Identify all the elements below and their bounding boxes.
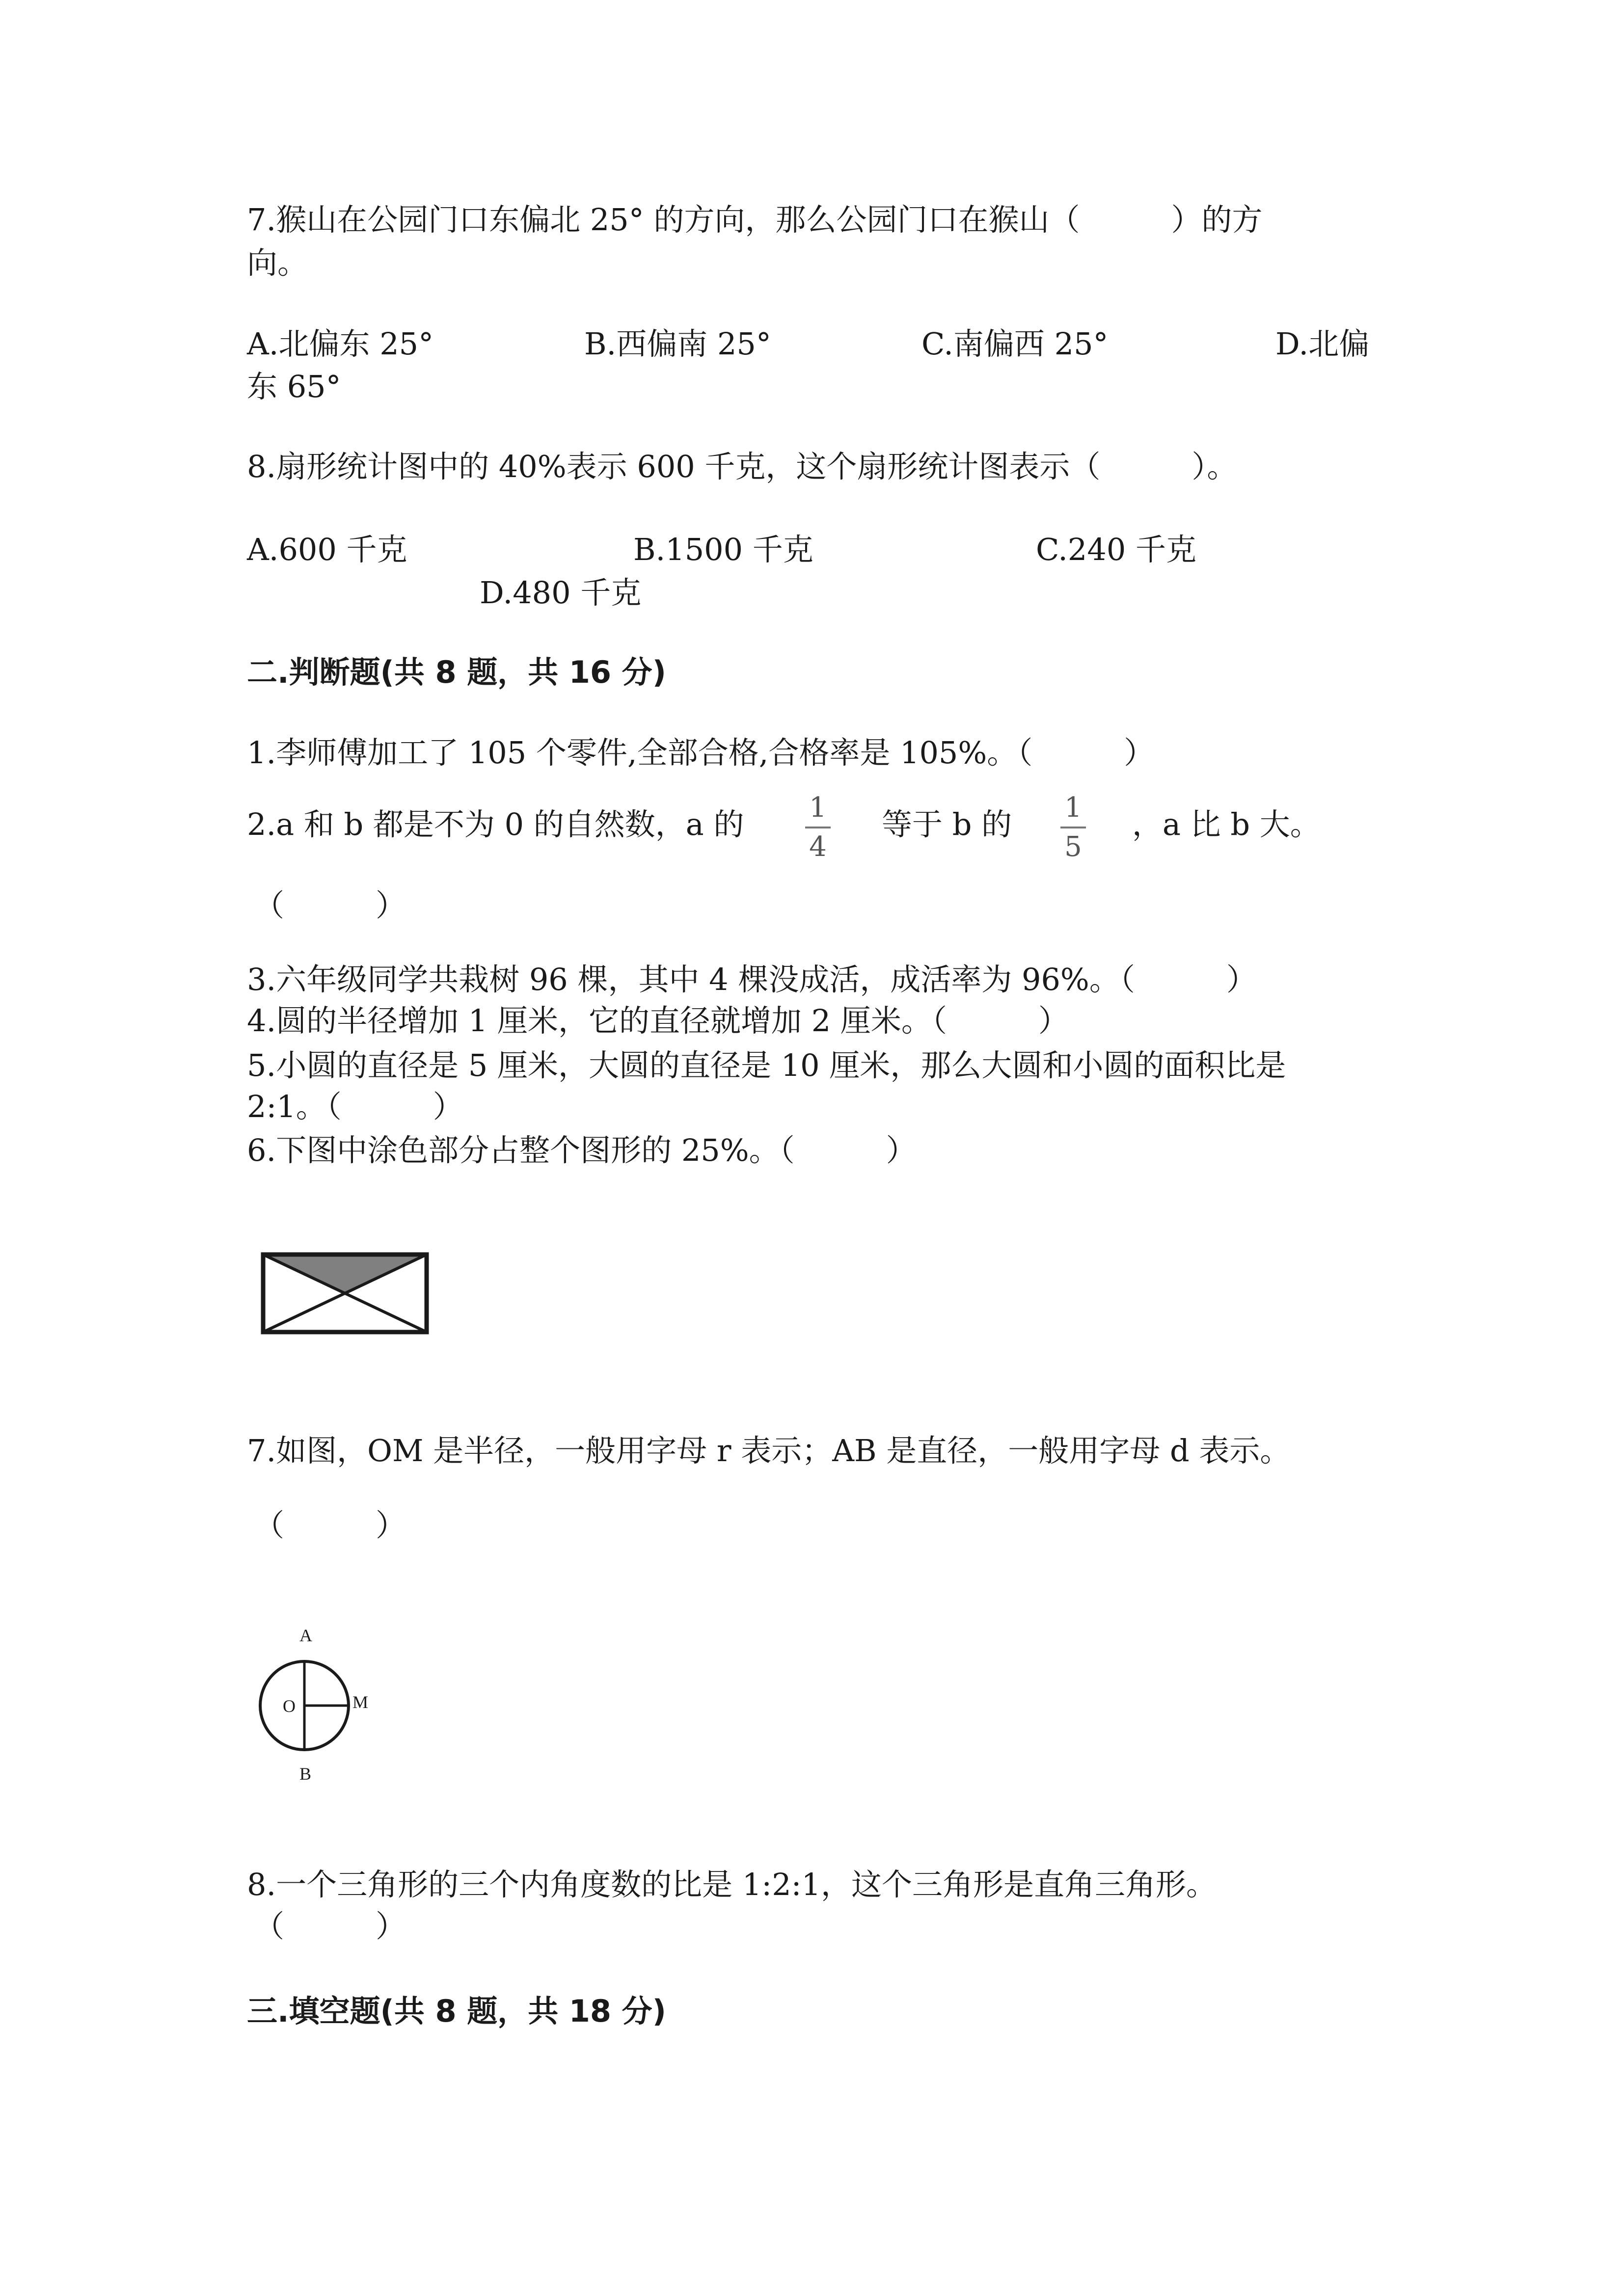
mc-q7-option-a: A.北偏东 25° <box>247 326 434 362</box>
mc-q8-option-c: C.240 千克 <box>1036 532 1196 567</box>
mc-q7-option-b: B.西偏南 25° <box>584 326 771 362</box>
judge-q2-fraction-2 <box>1058 792 1088 863</box>
judge-q7-paren: （ ） <box>254 1507 406 1543</box>
fraction-1-numerator: 1 <box>809 792 827 824</box>
label-b: B <box>299 1764 312 1784</box>
section-2-title: 二.判断题(共 8 题，共 16 分) <box>247 654 666 690</box>
mc-q7-option-d: D.北偏 <box>1275 326 1370 362</box>
judge-q6: 6.下图中涂色部分占整个图形的 25%。（ ） <box>247 1132 917 1168</box>
mc-q8-option-d: D.480 千克 <box>480 575 642 611</box>
label-m: M <box>352 1692 369 1712</box>
judge-q2-part1: 2.a 和 b 都是不为 0 的自然数，a 的 <box>247 806 744 842</box>
mc-q8-stem: 8.扇形统计图中的 40%表示 600 千克，这个扇形统计图表示（ ）。 <box>247 449 1238 484</box>
label-o: O <box>283 1696 296 1716</box>
judge-q2-part3: ，a 比 b 大。 <box>1132 806 1321 842</box>
mc-q8-option-b: B.1500 千克 <box>633 532 813 567</box>
judge-q4: 4.圆的半径增加 1 厘米，它的直径就增加 2 厘米。（ ） <box>247 1003 1069 1039</box>
judge-q1: 1.李师傅加工了 105 个零件,全部合格,合格率是 105%。（ ） <box>247 735 1155 771</box>
judge-q2-paren: （ ） <box>254 887 406 923</box>
shaded-top-triangle <box>263 1255 427 1293</box>
section-3-title: 三.填空题(共 8 题，共 18 分) <box>247 1993 666 2029</box>
judge-q2-fraction-1 <box>803 792 833 863</box>
judge-q3: 3.六年级同学共栽树 96 棵，其中 4 棵没成活，成活率为 96%。（ ） <box>247 961 1257 997</box>
mc-q7-option-d-cont: 东 65° <box>247 369 341 404</box>
mc-q7-line2: 向。 <box>247 245 308 281</box>
label-a: A <box>299 1626 312 1645</box>
mc-q7-option-c: C.南偏西 25° <box>921 326 1109 362</box>
fraction-2-bar <box>1060 827 1086 828</box>
fraction-2-numerator: 1 <box>1064 792 1082 824</box>
judge-q8-paren: （ ） <box>254 1908 406 1944</box>
mc-q8-option-a: A.600 千克 <box>247 532 407 567</box>
mc-q7-line1: 7.猴山在公园门口东偏北 25° 的方向，那么公园门口在猴山（ ）的方 <box>247 202 1263 238</box>
judge-q5-line1: 5.小圆的直径是 5 厘米，大圆的直径是 10 厘米，那么大圆和小圆的面积比是 <box>247 1047 1286 1083</box>
shaded-rectangle-figure <box>260 1252 430 1335</box>
judge-q8-stem: 8.一个三角形的三个内角度数的比是 1:2:1，这个三角形是直角三角形。 <box>247 1867 1217 1902</box>
circle-figure <box>250 1625 388 1787</box>
judge-q2-part2: 等于 b 的 <box>882 806 1012 842</box>
judge-q5-line2: 2:1。（ ） <box>247 1089 463 1124</box>
fraction-1-denominator: 4 <box>809 831 827 863</box>
judge-q7-stem: 7.如图，OM 是半径，一般用字母 r 表示；AB 是直径，一般用字母 d 表示。 <box>247 1433 1291 1468</box>
fraction-2-denominator: 5 <box>1064 831 1082 863</box>
fraction-1-bar <box>805 827 831 828</box>
